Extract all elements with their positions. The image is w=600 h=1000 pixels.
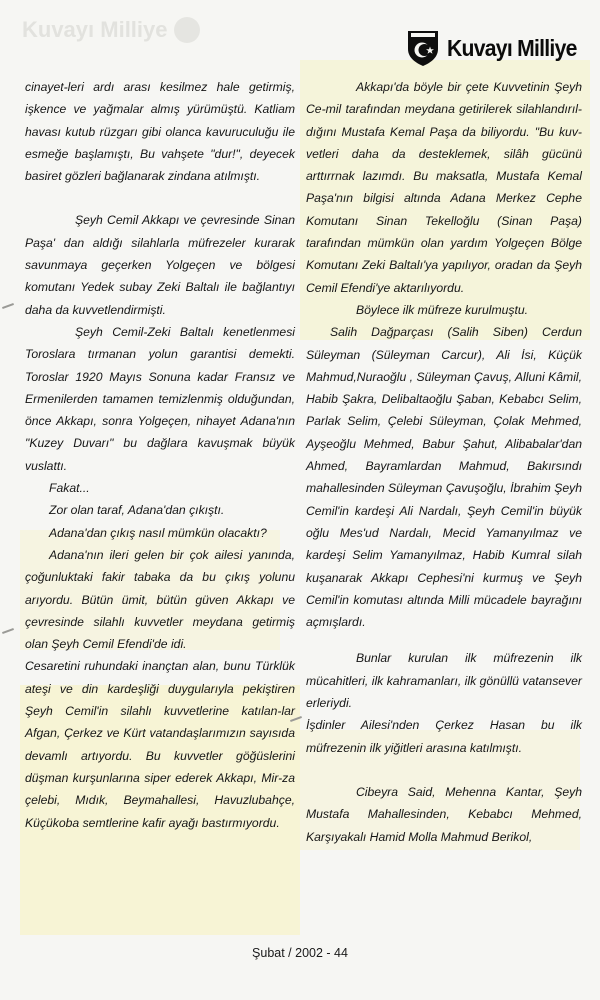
magazine-header: [405, 28, 588, 68]
paragraph: Bunlar kurulan ilk müfrezenin ilk mücahitleri, ilk kahramanları, ilk gönüllü vatansever erleriydi.: [306, 651, 582, 711]
paragraph: Salih Dağparçası (Salih Siben) Cerdun Süleyman (Süleyman Carcur), Ali İsi, Küçük Mahmud,Nuraoğlu , Süleyman Çavuş, Alluni Kâmil, Habib Şakra, Delibaltaoğlu Şaban, Kebabcı Selim, Parlak Selim, Çelebi Süleyman, Çolak Mehmed, Ayşeoğlu Mehmed, Babur Şahut, Alibabalar'dan Ahmed, Bayramlardan Mahmud, Bakırsındı mahallesinden Süleyman Çavuşoğlu, İbrahim Şeyh Cemil'in kardeşi Ali Nardalı, Şeyh Cemil'in büyük oğlu Mes'ud Nardalı, Mecid Yamanyılmaz ve kardeşi Selim Yamanyılmaz, Habib Kumral silah kuşanarak Akkapı Cephesi'ni kurmuş ve Şeyh Cemil'in komutası altında Milli mücadele bayrağını açmışlardı.: [306, 325, 582, 630]
brand-title: Kuvayı Milliye: [447, 34, 577, 61]
paragraph: Cibeyra Said, Mehenna Kantar, Şeyh Mustafa Mahallesinden, Kebabcı Mehmed, Karşıyakalı Hamid Molla Mahmud Berikol,: [306, 784, 582, 844]
paragraph: Böylece ilk müfreze kurulmuştu.: [356, 302, 529, 317]
page-footer: Şubat / 2002 - 44: [252, 946, 348, 960]
paragraph: Adana'dan çıkış nasıl mümkün olacaktı?: [49, 525, 267, 540]
paragraph: Şeyh Cemil-Zeki Baltalı kenetlenmesi Toroslara tırmanan yolun garantisi demekti. Toroslar 1920 Mayıs Sonuna kadar Fransız ve Ermenilerden tamamen temizlenmiş olduğundan, önce Akkapı, sonra Yolgeçen, nihayet Adana'nın "Kuzey Duvarı" bu dağlara kavuşmak büyük vuslattı.: [25, 324, 295, 473]
paragraph: cinayet-leri ardı arası kesilmez hale getirmiş, işkence ve yağmalar almış yürümüştü. Katliam havası kutub rüzgarı gibi olanca kavuruculuğu ile esmeğe başlamıştı, Bu vahşete "dur!", deyecek basiret gözleri bağlanarak zindana atılmıştı.: [25, 80, 295, 184]
paragraph: Fakat...: [49, 481, 90, 496]
flag-crescent-shield-icon: [405, 29, 441, 67]
paragraph: Adana'nın ileri gelen bir çok ailesi yanında, çoğunluktaki fakir tabaka da bu çıkış yolunu arıyordu. Bütün ümit, bütün güven Akkapı ve çevresinde silahlı kuvvetler meydana getirmiş olan Şeyh Cemil Efendi'de idi.: [25, 547, 295, 652]
left-text-column: [25, 76, 295, 834]
scan-mark: [2, 303, 14, 309]
paragraph: İşdinler Ailesi'nden Çerkez Hasan bu ilk müfrezenin ilk yiğitleri arasına katılmıştı.: [306, 718, 582, 755]
scan-mark: [2, 628, 14, 634]
right-text-column: [306, 76, 582, 848]
paragraph: Şeyh Cemil Akkapı ve çevresinde Sinan Paşa' dan aldığı silahlarla müfrezeler kurarak savunmaya geçerken Yolgeçen ve bölgesi komutanı Yedek subay Zeki Baltalı ile bağlantıyı daha da kuvvetlendirmişti.: [25, 213, 295, 317]
paragraph: Zor olan taraf, Adana'dan çıkıştı.: [49, 503, 225, 518]
faded-header-show-through: [22, 10, 222, 50]
paragraph: Akkapı'da böyle bir çete Kuvvetinin Şeyh Ce-mil tarafından meydana getirilerek silahlandırıl-dığını Mustafa Kemal Paşa da biliyordu. "Bu kuv-vetleri daha da desteklemek, silâh gücünü arttırrnak lazımdı. Bu maksatla, Mustafa Kemal Paşa'nın bilgisi altında Adana Merkez Cephe Komutanı Sinan Tekelloğlu (Sinan Paşa) tarafından mümkün olan yardım Yolgeçen Bölge Komutanı Zeki Baltalı'ya yapılıyor, oradan da Şeyh Cemil Efendi'ye aktarılıyordu.: [306, 80, 582, 295]
paragraph: Cesaretini ruhundaki inançtan alan, bunu Türklük ateşi ve din kardeşliği duygularıyla pekiştiren Şeyh Cemil'in silahlı kuvvetlerine katılan-lar Afgan, Çerkez ve Kürt vatandaşlarımızın sayısıda devamlı artıyordu. Bu kuvvetler göğüslerini düşman kurşunlarına siper ederek Akkapı, Mir-za çelebi, Mıdık, Beymahallesi, Havuzlubahçe, Küçükoba semtlerine kafir ayağı bastırmıyordu.: [25, 659, 295, 830]
faded-logo-icon: [174, 17, 200, 43]
faded-brand-text: Kuvayı Milliye: [22, 17, 168, 42]
